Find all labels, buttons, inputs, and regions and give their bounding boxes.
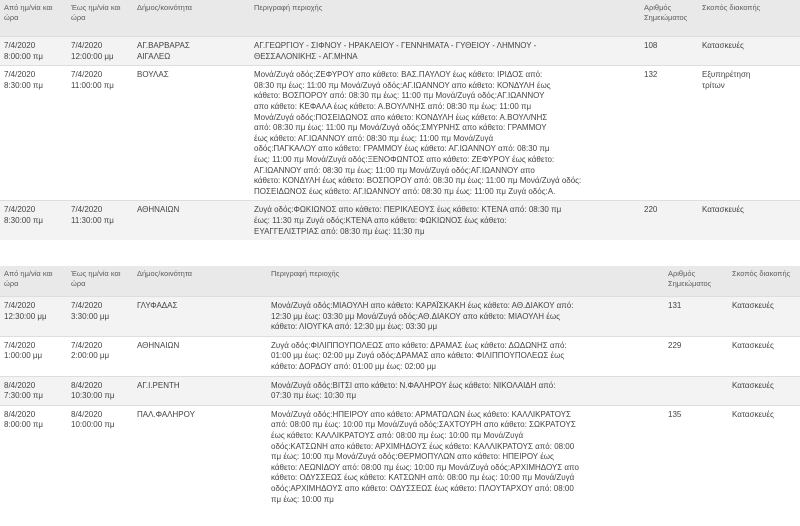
table-row [0, 405, 800, 508]
cell-purpose: Κατασκευές [728, 297, 800, 337]
cell-purpose: Εξυπηρέτηση τρίτων [698, 66, 800, 201]
table-row [0, 37, 800, 66]
table-row [0, 336, 800, 376]
cell-number: 131 [664, 297, 728, 337]
cell-number: 108 [640, 37, 698, 66]
cell-from: 8/4/2020 7:30:00 πμ [0, 376, 67, 405]
table-row [0, 297, 800, 337]
cell-purpose: Κατασκευές [698, 37, 800, 66]
cell-number: 229 [664, 336, 728, 376]
cell-from: 7/4/2020 1:00:00 μμ [0, 336, 67, 376]
cell-purpose: Κατασκευές [728, 405, 800, 508]
cell-from: 7/4/2020 8:30:00 πμ [0, 201, 67, 240]
cell-description: Μονά/Ζυγά οδός:ΒΙΤΣΙ απο κάθετο: Ν.ΦΑΛΗΡΟΥ έως κάθετο: ΝΙΚΟΛΑΙΔΗ από: 07:30 πμ έως: 10:30 πμ [267, 376, 664, 405]
cell-to: 8/4/2020 10:00:00 πμ [67, 405, 133, 508]
cell-municipality: ΓΛΥΦΑΔΑΣ [133, 297, 267, 337]
col-to: Έως ημ/νία και ώρα [67, 0, 133, 37]
cell-description: Μονά/Ζυγά οδός:ΜΙΑΟΥΛΗ απο κάθετο: ΚΑΡΑΪΣΚΑΚΗ έως κάθετο: ΑΘ.ΔΙΑΚΟΥ από: 12:30 μμ έως: 03:30 μμ Μονά/Ζυγά οδός:ΑΘ.ΔΙΑΚΟΥ απο κάθετο: ΜΙΑΟΥΛΗ έως κάθετο: ΛΙΟΥΓΚΑ από: 12:30 μμ έως: 03:30 μμ [267, 297, 664, 337]
cell-description: ΑΓ.ΓΕΩΡΓΙΟΥ - ΣΙΦΝΟΥ - ΗΡΑΚΛΕΙΟΥ - ΓΕΝΝΗΜΑΤΑ - ΓΥΘΕΙΟΥ - ΛΗΜΝΟΥ - ΘΕΣΣΑΛΟΝΙΚΗΣ - ΑΓ.ΜΗΝΑ [250, 37, 640, 66]
cell-description: Μονά/Ζυγά οδός:ΖΕΦΥΡΟΥ απο κάθετο: ΒΑΣ.ΠΑΥΛΟΥ έως κάθετο: ΙΡΙΔΟΣ από: 08:30 πμ έως: 11:00 πμ Μονά/Ζυγά οδός:ΑΓ.ΙΩΑΝΝΟΥ απο κάθετο: ΚΟΝΔΥΛΗ έως κάθετο: ΒΟΣΠΟΡΟΥ από: 08:30 πμ έως: 11:00 πμ Μονά/Ζυγά οδός:ΑΓ.ΙΩΑΝΝΟΥ απο κάθετο: ΚΕΦΑΛΑ έως κάθετο: Α.ΒΟΥΛ/ΝΗΣ από: 08:30 πμ έως: 11:00 πμ Μονά/Ζυγά οδός:ΠΟΣΕΙΔΩΝΟΣ απο κάθετο: ΚΟΝΔΥΛΗ έως κάθετο: Α.ΒΟΥΛ/ΝΗΣ από: 08:30 πμ έως: 11:00 πμ Μονά/Ζυγά οδός:ΣΜΥΡΝΗΣ απο κάθετο: ΓΡΑΜΜΟΥ έως κάθετο: ΑΓ.ΙΩΑΝΝΟΥ από: 08:30 πμ έως: 11:00 πμ Μονά/Ζυγά οδός:ΠΑΓΚΑΛΟΥ απο κάθετο: ΓΡΑΜΜΟΥ έως κάθετο: ΑΓ.ΙΩΑΝΝΟΥ από: 08:30 πμ έως: 11:00 πμ Μονά/Ζυγά οδός:ΞΕΝΟΦΩΝΤΟΣ απο κάθετο: ΖΕΦΥΡΟΥ έως κάθετο: ΑΓ.ΙΩΑΝΝΟΥ από: 08:30 πμ έως: 11:00 πμ Μονά/Ζυγά οδός:ΑΓ.ΙΩΑΝΝΟΥ απο κάθετο: ΚΟΝΔΥΛΗ έως κάθετο: ΒΟΣΠΟΡΟΥ από: 08:30 πμ έως: 11:00 πμ Μονά/Ζυγά οδός: ΠΟΣΕΙΔΩΝΟΣ έως κάθετο: ΑΓ.ΙΩΑΝΝΟΥ από: 08:30 πμ έως: 11:00 πμ Ζυγά οδός:Α. [250, 66, 640, 201]
table-row [0, 376, 800, 405]
cell-municipality: ΠΑΛ.ΦΑΛΗΡΟΥ [133, 405, 267, 508]
cell-to: 8/4/2020 10:30:00 πμ [67, 376, 133, 405]
cell-from: 8/4/2020 8:00:00 πμ [0, 405, 67, 508]
cell-purpose: Κατασκευές [728, 336, 800, 376]
cell-to: 7/4/2020 11:30:00 πμ [67, 201, 133, 240]
cell-to: 7/4/2020 3:30:00 μμ [67, 297, 133, 337]
cell-municipality: ΑΘΗΝΑΙΩΝ [133, 201, 250, 240]
cell-description: Ζυγά οδός:ΦΩΚΙΩΝΟΣ απο κάθετο: ΠΕΡΙΚΛΕΟΥΣ έως κάθετο: ΚΤΕΝΑ από: 08:30 πμ έως: 11:30 πμ Ζυγά οδός:ΚΤΕΝΑ απο κάθετο: ΦΩΚΙΩΝΟΣ έως κάθετο: ΕΥΑΓΓΕΛΙΣΤΡΙΑΣ από: 08:30 πμ έως: 11:30 πμ [250, 201, 640, 240]
table-header-row [0, 266, 800, 297]
cell-municipality: ΑΓ.Ι.ΡΕΝΤΗ [133, 376, 267, 405]
cell-municipality: ΑΓ.ΒΑΡΒΑΡΑΣ ΑΙΓΑΛΕΩ [133, 37, 250, 66]
outage-table-1 [0, 0, 800, 240]
cell-number: 220 [640, 201, 698, 240]
cell-from: 7/4/2020 8:30:00 πμ [0, 66, 67, 201]
cell-to: 7/4/2020 11:00:00 πμ [67, 66, 133, 201]
col-from: Από ημ/νία και ώρα [0, 266, 67, 297]
cell-number: 132 [640, 66, 698, 201]
cell-purpose: Κατασκευές [728, 376, 800, 405]
outage-table-2 [0, 266, 800, 508]
col-number: Αριθμός Σημειώματος [664, 266, 728, 297]
cell-from: 7/4/2020 12:30:00 μμ [0, 297, 67, 337]
col-municipality: Δήμος/κοινότητα [133, 0, 250, 37]
col-description: Περιγραφή περιοχής [250, 0, 640, 37]
cell-municipality: ΑΘΗΝΑΙΩΝ [133, 336, 267, 376]
cell-number: 135 [664, 405, 728, 508]
cell-description: Μονά/Ζυγά οδός:ΗΠΕΙΡΟΥ απο κάθετο: ΑΡΜΑΤΩΛΩΝ έως κάθετο: ΚΑΛΛΙΚΡΑΤΟΥΣ από: 08:00 πμ έως: 10:00 πμ Μονά/Ζυγά οδός:ΣΑΧΤΟΥΡΗ απο κάθετο: ΣΩΚΡΑΤΟΥΣ έως κάθετο: ΚΑΛΛΙΚΡΑΤΟΥΣ από: 08:00 πμ έως: 10:00 πμ Μονά/Ζυγά οδός:ΚΑΤΣΩΝΗ απο κάθετο: ΑΡΧΙΜΗΔΟΥΣ έως κάθετο: ΚΑΛΛΙΚΡΑΤΟΥΣ από: 08:00 πμ έως: 10:00 πμ Μονά/Ζυγά οδός:ΘΕΡΜΟΠΥΛΩΝ απο κάθετο: ΗΠΕΙΡΟΥ έως κάθετο: ΛΕΩΝΙΔΟΥ από: 08:00 πμ έως: 10:00 πμ Μονά/Ζυγά οδός:ΑΡΧΙΜΗΔΟΥΣ απο κάθετο: ΟΔΥΣΣΕΩΣ έως κάθετο: ΚΑΤΣΩΝΗ από: 08:00 πμ έως: 10:00 πμ Μονά/Ζυγά οδός:ΑΡΧΙΜΗΔΟΥΣ απο κάθετο: ΟΔΥΣΣΕΩΣ έως κάθετο: ΠΛΟΥΤΑΡΧΟΥ από: 08:00 πμ έως: 10:00 πμ [267, 405, 664, 508]
table-row [0, 66, 800, 201]
cell-to: 7/4/2020 12:00:00 μμ [67, 37, 133, 66]
col-from: Από ημ/νία και ώρα [0, 0, 67, 37]
cell-municipality: ΒΟΥΛΑΣ [133, 66, 250, 201]
cell-number [664, 376, 728, 405]
col-purpose: Σκοπός διακοπής [728, 266, 800, 297]
cell-purpose: Κατασκευές [698, 201, 800, 240]
table-row [0, 201, 800, 240]
col-municipality: Δήμος/κοινότητα [133, 266, 267, 297]
cell-from: 7/4/2020 8:00:00 πμ [0, 37, 67, 66]
col-to: Έως ημ/νία και ώρα [67, 266, 133, 297]
col-number: Αριθμός Σημειώματος [640, 0, 698, 37]
cell-description: Ζυγά οδός:ΦΙΛΙΠΠΟΥΠΟΛΕΩΣ απο κάθετο: ΔΡΑΜΑΣ έως κάθετο: ΔΩΔΩΝΗΣ από: 01:00 μμ έως: 02:00 μμ Ζυγά οδός:ΔΡΑΜΑΣ απο κάθετο: ΦΙΛΙΠΠΟΥΠΟΛΕΩΣ έως κάθετο: ΔΟΡΔΟΥ από: 01:00 μμ έως: 02:00 μμ [267, 336, 664, 376]
cell-to: 7/4/2020 2:00:00 μμ [67, 336, 133, 376]
col-description: Περιγραφή περιοχής [267, 266, 664, 297]
col-purpose: Σκοπός διακοπής [698, 0, 800, 37]
table-header-row [0, 0, 800, 37]
